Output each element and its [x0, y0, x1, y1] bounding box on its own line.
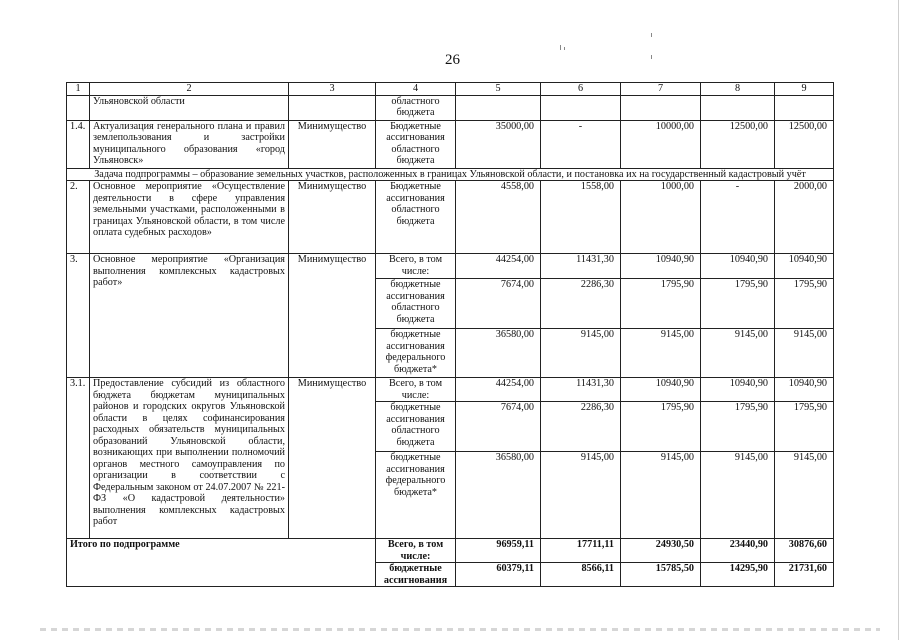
scan-mark — [564, 47, 565, 50]
header-cell: 8 — [701, 83, 775, 96]
value-cell: - — [701, 181, 775, 254]
source-cell: Всего, в том числе: — [376, 378, 456, 402]
value-cell: 8566,11 — [541, 563, 621, 587]
value-cell: 10000,00 — [621, 120, 701, 168]
source-cell: бюджетные ассигнования — [376, 563, 456, 587]
executor-cell: Минимущество — [289, 378, 376, 539]
row-number-cell — [67, 95, 90, 120]
table-row — [67, 378, 834, 402]
budget-table — [66, 82, 834, 587]
value-cell: 35000,00 — [456, 120, 541, 168]
value-cell: 1558,00 — [541, 181, 621, 254]
source-cell: Бюджетные ассигнования областного бюджета — [376, 120, 456, 168]
value-cell: 10940,90 — [621, 378, 701, 402]
header-cell: 9 — [775, 83, 834, 96]
source-cell: бюджетные ассигнования областного бюджета — [376, 279, 456, 329]
source-cell: бюджетные ассигнования федерального бюджета* — [376, 452, 456, 539]
value-cell: 9145,00 — [775, 452, 834, 539]
header-cell: 5 — [456, 83, 541, 96]
value-cell: 10940,90 — [621, 254, 701, 279]
table-header-row — [67, 83, 834, 96]
value-cell: 1000,00 — [621, 181, 701, 254]
source-cell: бюджетные ассигнования федерального бюджета* — [376, 329, 456, 378]
source-cell: Всего, в том числе: — [376, 254, 456, 279]
source-cell: Бюджетные ассигнования областного бюджета — [376, 181, 456, 254]
value-cell: 2000,00 — [775, 181, 834, 254]
value-cell: 15785,50 — [621, 563, 701, 587]
value-cell: 1795,90 — [701, 402, 775, 452]
value-cell: 9145,00 — [541, 329, 621, 378]
value-cell: 11431,30 — [541, 378, 621, 402]
value-cell: 36580,00 — [456, 329, 541, 378]
row-number-cell: 1.4. — [67, 120, 90, 168]
value-cell: 9145,00 — [701, 452, 775, 539]
subprogram-total-label: Итого по подпрограмме — [67, 539, 376, 587]
source-cell: бюджетные ассигнования областного бюджета — [376, 402, 456, 452]
value-cell: 1795,90 — [701, 279, 775, 329]
value-cell: 2286,30 — [541, 402, 621, 452]
value-cell: 21731,60 — [775, 563, 834, 587]
page-edge — [898, 0, 899, 640]
executor-cell: Минимущество — [289, 120, 376, 168]
source-cell: областного бюджета — [376, 95, 456, 120]
value-cell: 12500,00 — [701, 120, 775, 168]
value-cell — [621, 95, 701, 120]
table-row — [67, 120, 834, 168]
header-cell: 4 — [376, 83, 456, 96]
source-cell: Всего, в том числе: — [376, 539, 456, 563]
value-cell: 36580,00 — [456, 452, 541, 539]
value-cell: 1795,90 — [775, 279, 834, 329]
value-cell — [541, 95, 621, 120]
value-cell: 4558,00 — [456, 181, 541, 254]
value-cell: 44254,00 — [456, 254, 541, 279]
scan-mark — [651, 33, 652, 37]
value-cell: 23440,90 — [701, 539, 775, 563]
row-number-cell: 3.1. — [67, 378, 90, 539]
value-cell: 44254,00 — [456, 378, 541, 402]
value-cell: 10940,90 — [775, 254, 834, 279]
page-number: 26 — [445, 52, 460, 68]
value-cell: 7674,00 — [456, 279, 541, 329]
value-cell: 10940,90 — [701, 378, 775, 402]
table-row — [67, 539, 834, 563]
scan-mark — [560, 45, 561, 50]
row-number-cell: 3. — [67, 254, 90, 378]
table-row — [67, 168, 834, 181]
executor-cell: Минимущество — [289, 254, 376, 378]
value-cell: 1795,90 — [621, 279, 701, 329]
activity-name-cell: Актуализация генерального плана и правил землепользования и застройки муниципального образования «город Ульяновск» — [90, 120, 289, 168]
value-cell: 9145,00 — [775, 329, 834, 378]
value-cell: 2286,30 — [541, 279, 621, 329]
value-cell — [701, 95, 775, 120]
value-cell: 1795,90 — [775, 402, 834, 452]
activity-name-cell: Основное мероприятие «Осуществление деятельности в сфере управления земельными участками, расположенными в границах Ульяновской области, в том числе оплата судебных расходов» — [90, 181, 289, 254]
executor-cell — [289, 95, 376, 120]
header-cell: 2 — [90, 83, 289, 96]
value-cell: 12500,00 — [775, 120, 834, 168]
value-cell: 30876,60 — [775, 539, 834, 563]
activity-name-cell: Ульяновской области — [90, 95, 289, 120]
value-cell: 96959,11 — [456, 539, 541, 563]
value-cell: 9145,00 — [621, 452, 701, 539]
value-cell: 10940,90 — [775, 378, 834, 402]
row-number-cell: 2. — [67, 181, 90, 254]
header-cell: 1 — [67, 83, 90, 96]
value-cell: 9145,00 — [701, 329, 775, 378]
value-cell: 11431,30 — [541, 254, 621, 279]
value-cell: 60379,11 — [456, 563, 541, 587]
value-cell: 14295,90 — [701, 563, 775, 587]
header-cell: 3 — [289, 83, 376, 96]
value-cell: - — [541, 120, 621, 168]
value-cell: 9145,00 — [541, 452, 621, 539]
scan-noise-line — [40, 628, 880, 631]
value-cell: 9145,00 — [621, 329, 701, 378]
task-cell: Задача подпрограммы – образование земельных участков, расположенных в границах Ульяновской области, и постановка их на государственный кадастровый учёт — [67, 168, 834, 181]
value-cell: 17711,11 — [541, 539, 621, 563]
value-cell: 24930,50 — [621, 539, 701, 563]
value-cell: 1795,90 — [621, 402, 701, 452]
value-cell: 7674,00 — [456, 402, 541, 452]
header-cell: 6 — [541, 83, 621, 96]
executor-cell: Минимущество — [289, 181, 376, 254]
header-cell: 7 — [621, 83, 701, 96]
value-cell — [775, 95, 834, 120]
scan-mark — [651, 55, 652, 59]
table-row — [67, 181, 834, 254]
table-row — [67, 95, 834, 120]
value-cell: 10940,90 — [701, 254, 775, 279]
activity-name-cell: Основное мероприятие «Организация выполнения комплексных кадастровых работ» — [90, 254, 289, 378]
table-row — [67, 254, 834, 279]
activity-name-cell: Предоставление субсидий из областного бюджета бюджетам муниципальных районов и городских округов Ульяновской области в целях софинансирования расходных обязательств муниципальных образований Ульяновской области, возникающих при выполнении полномочий органов местного самоуправления по организации в соответствии с Федеральным законом от 24.07.2007 № 221-ФЗ «О кадастровой деятельности» выполнения комплексных кадастровых работ — [90, 378, 289, 539]
value-cell — [456, 95, 541, 120]
